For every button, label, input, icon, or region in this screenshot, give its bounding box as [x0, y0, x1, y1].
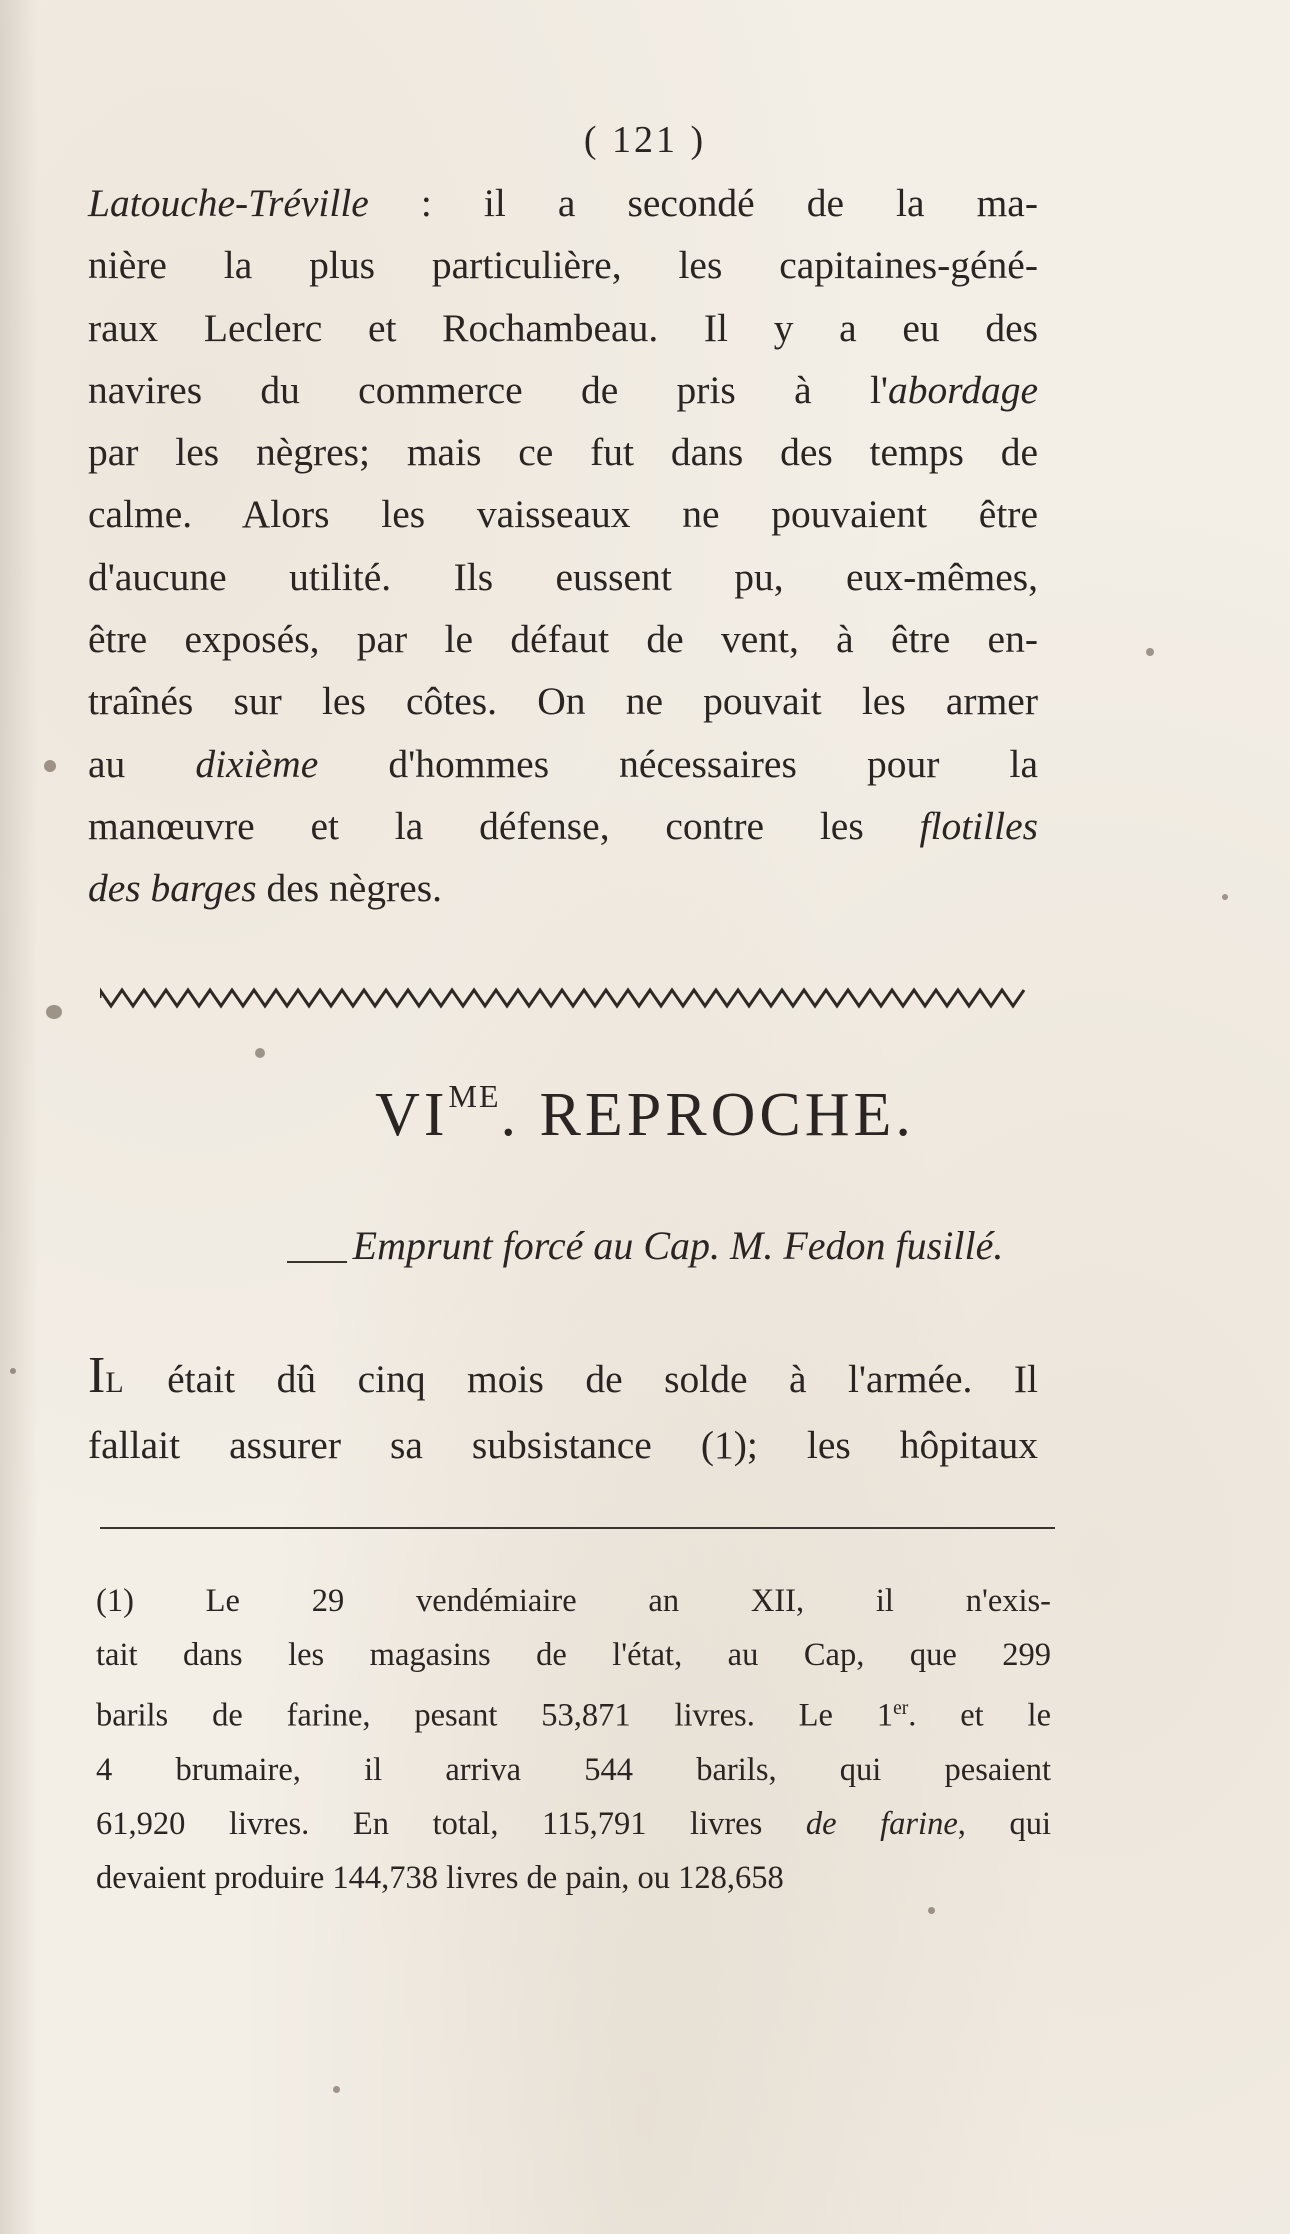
initial-word-rest: L [105, 1366, 126, 1399]
footnote-line [96, 1574, 1051, 1628]
paragraph-1-text: calme. Alors les vaisseaux ne pouvaient être [88, 492, 1038, 537]
footnote-line [96, 1851, 1051, 1905]
paragraph-1-line [88, 172, 1038, 234]
section-heading [0, 1078, 1290, 1151]
paragraph-1-italic-text: dixième [195, 741, 319, 786]
footnote-line [96, 1682, 1051, 1743]
paragraph-1-line [88, 608, 1038, 670]
paragraph-1-line [88, 857, 1038, 919]
footnote-line [96, 1628, 1051, 1682]
paragraph-1-line [88, 421, 1038, 483]
footnote-italic-text: de farine [805, 1805, 958, 1842]
paragraph-2 [88, 1345, 1038, 1476]
paragraph-2-line-2: fallait assurer sa subsistance (1); les hôpitaux [88, 1423, 1038, 1467]
section-subtitle: Emprunt forcé au Cap. M. Fedon fusillé. [352, 1223, 1004, 1268]
paragraph-1-text: raux Leclerc et Rochambeau. Il y a eu des [88, 305, 1038, 350]
paragraph-1-line [88, 234, 1038, 296]
footnote-line [96, 1743, 1051, 1797]
paragraph-1-line [88, 795, 1038, 857]
paragraph-1-text: navires du commerce de pris à l' [88, 367, 889, 412]
footnote-text: , qui [957, 1805, 1052, 1842]
section-divider-ornament [100, 980, 1030, 1016]
paragraph-1-line [88, 670, 1038, 732]
foxing-spot [46, 1005, 62, 1019]
section-numeral-suffix: ME [448, 1078, 501, 1114]
foxing-spot [10, 1368, 16, 1374]
foxing-spot [333, 2086, 340, 2093]
foxing-spot [1222, 894, 1228, 900]
footnote [96, 1574, 1051, 1905]
paragraph-1-text: : il a secondé de la ma- [368, 181, 1038, 225]
page-number: ( 121 ) [583, 119, 707, 161]
footnote-text: barils de farine, pesant 53,871 livres. Le 1 [96, 1697, 894, 1734]
paragraph-2-line-1-text: était dû cinq mois de solde à l'armée. Il [125, 1357, 1038, 1401]
paragraph-1-text: au [88, 741, 196, 786]
paragraph-1-text: manœuvre et la défense, contre les [88, 803, 920, 848]
footnote-text: 61,920 livres. En total, 115,791 livres [96, 1805, 806, 1842]
paragraph-1-italic-text: abordage [888, 367, 1038, 412]
paragraph-1-line [88, 297, 1038, 359]
section-title: . REPROCHE. [500, 1081, 915, 1149]
paragraph-1-text: d'aucune utilité. Ils eussent pu, eux-mêmes, [88, 554, 1038, 599]
paragraph-1-text: d'hommes nécessaires pour la [318, 741, 1038, 786]
paragraph-1-line [88, 546, 1038, 608]
footnote-text: er [893, 1698, 909, 1719]
section-numeral: VI [375, 1081, 449, 1149]
footnote-text: . et le [908, 1697, 1051, 1734]
paragraph-1-italic-text: des barges [88, 866, 257, 911]
paragraph-1-text: par les nègres; mais ce fut dans des temps de [88, 430, 1038, 475]
foxing-spot [928, 1907, 935, 1914]
paragraph-1 [88, 172, 1038, 920]
paragraph-1-italic-text: flotilles [919, 803, 1038, 848]
footnote-line [96, 1797, 1051, 1851]
footnote-text: (1) Le 29 vendémiaire an XII, il n'exis- [96, 1583, 1051, 1619]
foxing-spot [255, 1048, 265, 1058]
subtitle-underline-mark [287, 1261, 347, 1263]
paragraph-2-line-1 [88, 1345, 1038, 1414]
section-subtitle-line [0, 1222, 1290, 1269]
footnote-text: tait dans les magasins de l'état, au Cap, que 299 [96, 1637, 1051, 1673]
paragraph-1-line [88, 359, 1038, 421]
paragraph-1-text: être exposés, par le défaut de vent, à être en- [88, 617, 1038, 662]
foxing-spot [1146, 648, 1154, 656]
footnote-text: 4 brumaire, il arriva 544 barils, qui pesaient [96, 1751, 1051, 1788]
paragraph-1-text: nière la plus particulière, les capitaines-géné- [88, 243, 1038, 288]
initial-letter: I [88, 1347, 106, 1404]
paragraph-1-text: des nègres. [256, 866, 442, 911]
foxing-spot [44, 760, 56, 772]
paragraph-1-text: traînés sur les côtes. On ne pouvait les armer [88, 679, 1038, 724]
footnote-text: devaient produire 144,738 livres de pain, ou 128,658 [96, 1859, 784, 1896]
paragraph-1-line [88, 733, 1038, 795]
footnote-rule [100, 1527, 1055, 1529]
paragraph-1-line [88, 483, 1038, 545]
paragraph-1-italic-text: Latouche-Tréville [88, 181, 369, 225]
